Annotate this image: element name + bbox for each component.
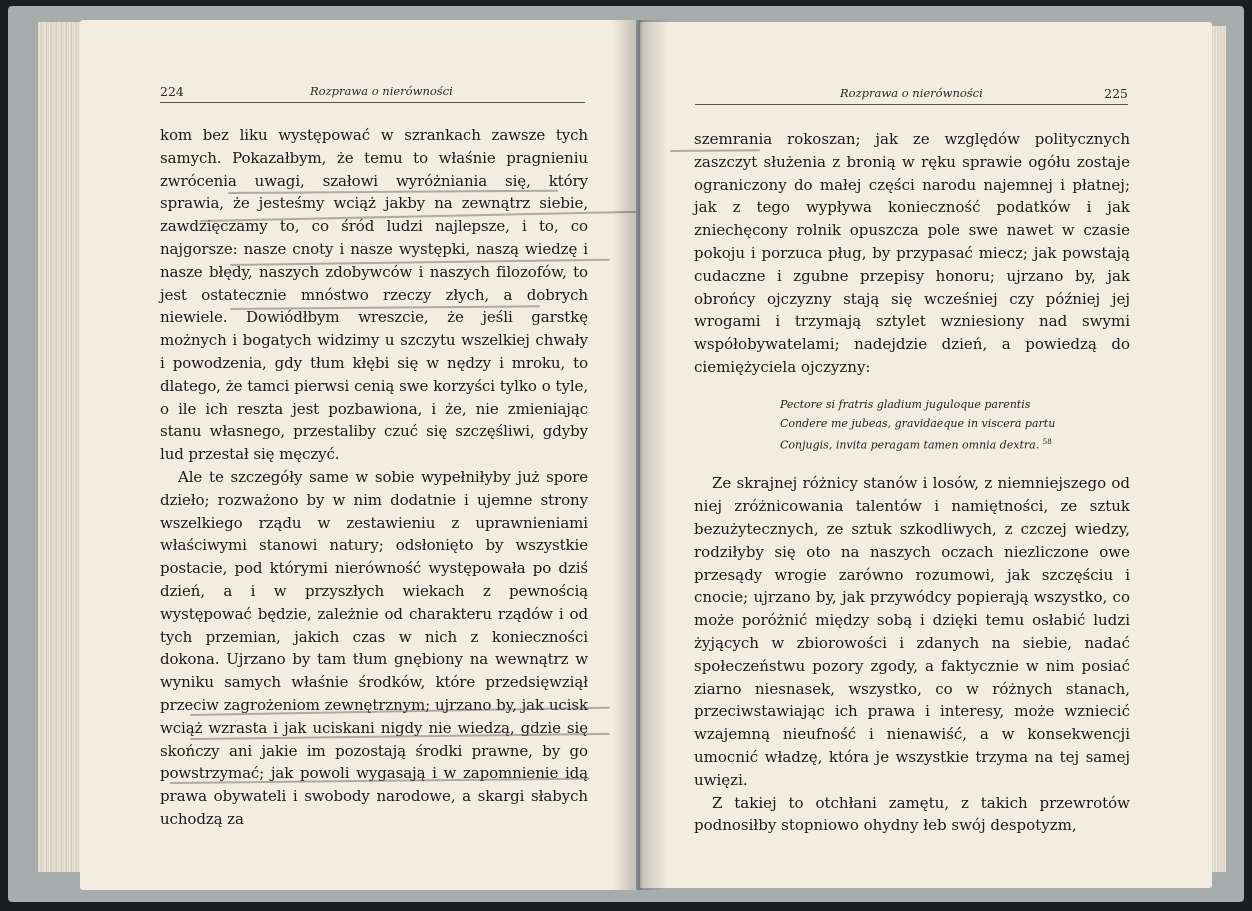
right-paragraph-1: szemrania rokoszan; jak ze względów politycznych zaszczyt służenia z bronią w ręku sprawie ogółu zostaje ograniczony do małej części narodu najemnej i płatnej; jak z tego wypływa konieczność podatków i jak zniechęcony rolnik opuszcza pole swe nawet w czasie pokoju i porzuca pług, by przypasać miecz; jak powstają cudaczne i zgubne przepisy honoru; ujrzano by, jak obrońcy ojczyzny stają się wcześniej czy później jej wrogami i trzymają sztylet wzniesiony nad swymi współobywatelami; nadejdzie dzień, a powiedzą do ciemiężyciela ojczyzny:: [694, 130, 1130, 376]
right-header-rule: [695, 104, 1128, 105]
right-page-header: [695, 86, 1128, 106]
right-page-body: [694, 128, 1130, 837]
left-paragraph-1: kom bez liku występować w szrankach zawsze tych samych. Pokazałbym, że temu to właśnie pragnieniu zwrócenia uwagi, szałowi wyróżniania się, który sprawia, że jesteśmy wciąż jakby na zewnątrz siebie, zawdzięczamy to, co śród ludzi najlepsze, i to, co najgorsze: nasze cnoty i nasze występki, naszą wiedzę i nasze błędy, naszych zdobywców i naszych filozofów, to jest ostatecznie mnóstwo rzeczy złych, a dobrych niewiele. Dowiódłbym wreszcie, że jeśli garstkę możnych i bogatych widzimy u szczytu wszelkiej chwały i powodzenia, gdy tłum kłębi się w nędzy i mroku, to dlatego, że tamci pierwsi cenią swe korzyści tylko o tyle, o ile ich reszta jest pozbawiona, i że, nie zmieniając stanu własnego, przestaliby czuć się szczęśliwi, gdyby lud przestał się męczyć.: [160, 126, 588, 464]
left-paragraph-2: Ale te szczegóły same w sobie wypełniłyby już spore dzieło; rozważono by w nim dodatnie i ujemne strony wszelkiego rządu w zestawieniu z uprawnieniami właściwymi stanowi natury; odsłonięto by wszystkie postacie, pod którymi nierówność występowała po dziś dzień, a i w przyszłych wiekach z pewnością występować będzie, zależnie od charakteru rządów i od tych przemian, jakich czas w nich z konieczności dokona. Ujrzano by tam tłum gnębiony na wewnątrz w wyniku samych właśnie środków, które przedsięwziął przeciw zagrożeniom zewnętrznym; ujrzano by, jak ucisk wciąż wzrasta i jak uciskani nigdy nie wiedzą, gdzie się skończy ani jakie im pozostają środki prawne, by go powstrzymać; jak powoli wygasają i w zapomnienie idą prawa obywateli i swobody narodowe, a skargi słabych uchodzą za: [160, 467, 588, 828]
page-edges-right: [1212, 26, 1226, 872]
right-paragraph-3: Z takiej to otchłani zamętu, z takich przewrotów podnosiłby stopniowo ohydny łeb swój despotyzm,: [694, 793, 1130, 835]
verse-line: Pectore si fratris gladium juguloque parentis: [780, 397, 1031, 411]
right-page-number: 225: [1104, 86, 1128, 101]
left-running-head: Rozprawa o nierówności: [310, 84, 453, 98]
verse-line: Conjugis, invita peragam tamen omnia dextra.: [780, 438, 1040, 452]
left-page-number: 224: [160, 84, 184, 99]
right-paragraph-2: Ze skrajnej różnicy stanów i losów, z niemniejszego od niej zróżnicowania talentów i namiętności, ze sztuk bezużytecznych, ze sztuk szkodliwych, z czczej wiedzy, rodziłyby się oto na naszych oczach niezliczone owe przesądy wrogie zarówno rozumowi, jak szczęściu i cnocie; ujrzano by, jak przywódcy popierają wszystko, co może poróżnić między sobą i dzięki temu osłabić ludzi żyjących w zbiorowości i zdanych na siebie, nadać społeczeństwu pozory zgody, a faktycznie w nim posiać ziarno niesnasek, wszystko, co w różnych stanach, przeciwstawiając ich prawa i interesy, może wzniecić wzajemną nieufność i nienawiść, a w konsekwencji umocnić władzę, która je wszystkie trzyma na tej samej uwięzi.: [694, 474, 1130, 789]
left-page: [80, 20, 636, 890]
page-edges-left: [38, 22, 86, 872]
left-page-header: [160, 84, 585, 104]
right-running-head: Rozprawa o nierówności: [840, 86, 983, 100]
latin-verse: [780, 395, 1130, 455]
verse-line-last: [780, 433, 1130, 455]
verse-line: Condere me jubeas, gravidaeque in viscera partu: [780, 416, 1056, 430]
left-page-body: [160, 124, 588, 831]
footnote-marker: 58: [1042, 437, 1052, 446]
left-header-rule: [160, 102, 585, 103]
right-page: [640, 22, 1212, 888]
